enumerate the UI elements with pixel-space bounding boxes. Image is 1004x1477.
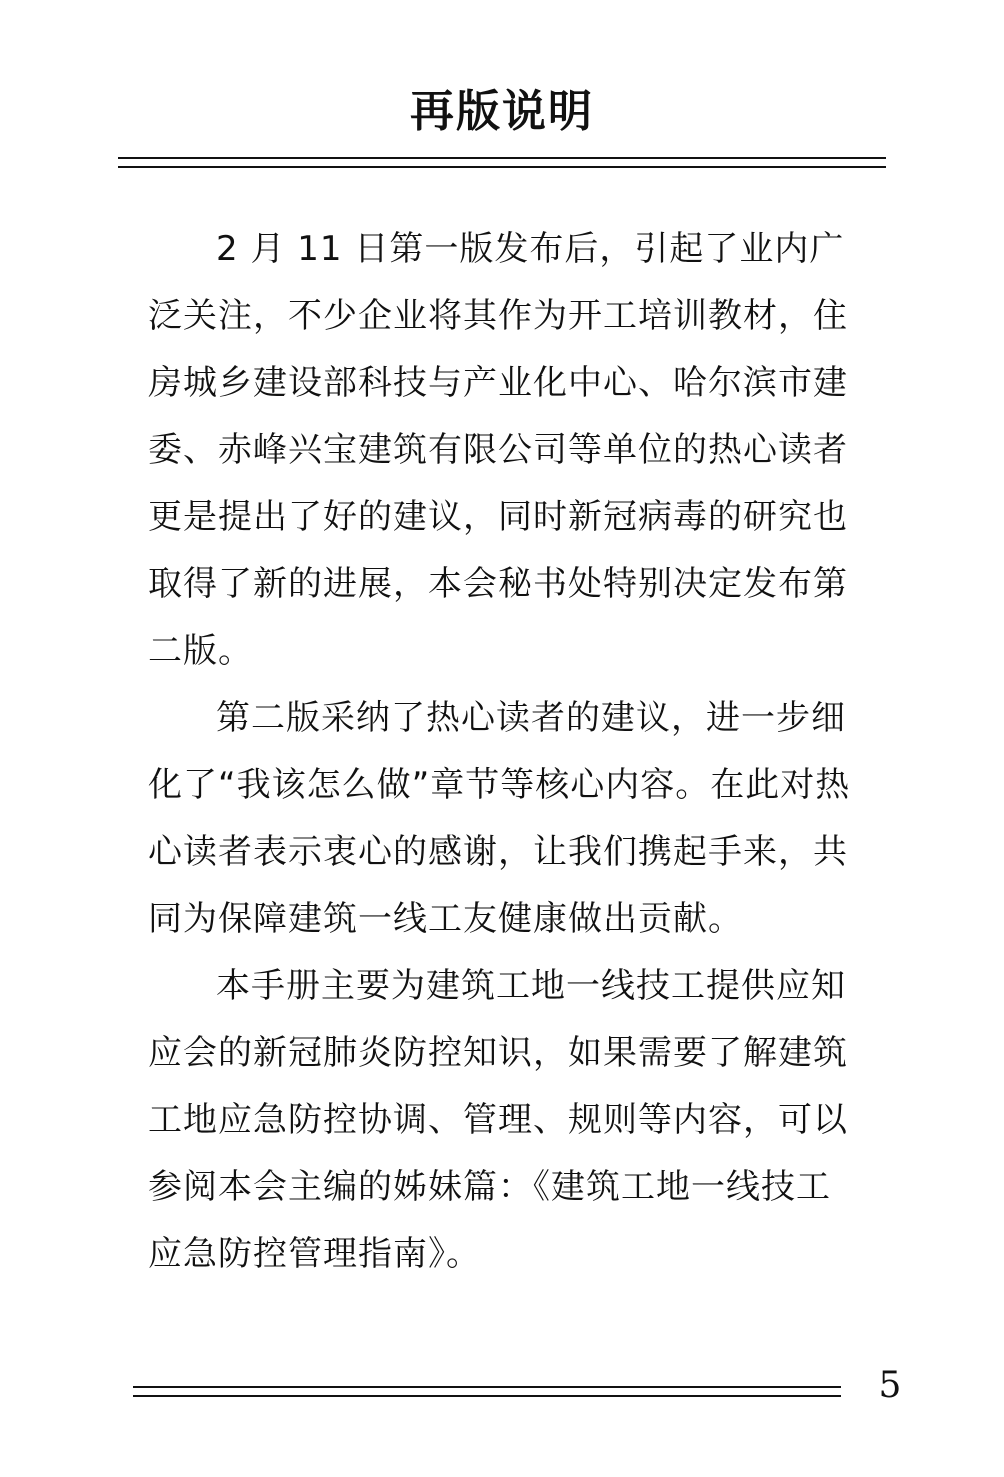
paragraph-3: 本手册主要为建筑工地一线技工提供应知应会的新冠肺炎防控知识，如果需要了解建筑工地应急防控协调、管理、规则等内容，可以参阅本会主编的姊妹篇：《建筑工地一线技工应急防控管理指南》。 — [148, 966, 848, 1274]
paragraph-2: 第二版采纳了热心读者的建议，进一步细化了“我该怎么做”章节等核心内容。在此对热心读者表示衷心的感谢，让我们携起手来，共同为保障建筑一线工友健康做出贡献。 — [148, 698, 851, 939]
body-text — [148, 216, 856, 1288]
paragraph-1: 2 月 11 日第一版发布后，引起了业内广泛关注，不少企业将其作为开工培训教材，住房城乡建设部科技与产业化中心、哈尔滨市建委、赤峰兴宝建筑有限公司等单位的热心读者更是提出了好的建议，同时新冠病毒的研究也取得了新的进展，本会秘书处特别决定发布第二版。 — [148, 229, 848, 671]
top-double-rule — [118, 157, 886, 168]
bottom-double-rule — [133, 1386, 841, 1397]
page-title: 再版说明 — [410, 86, 594, 137]
page-number: 5 — [878, 1365, 902, 1406]
